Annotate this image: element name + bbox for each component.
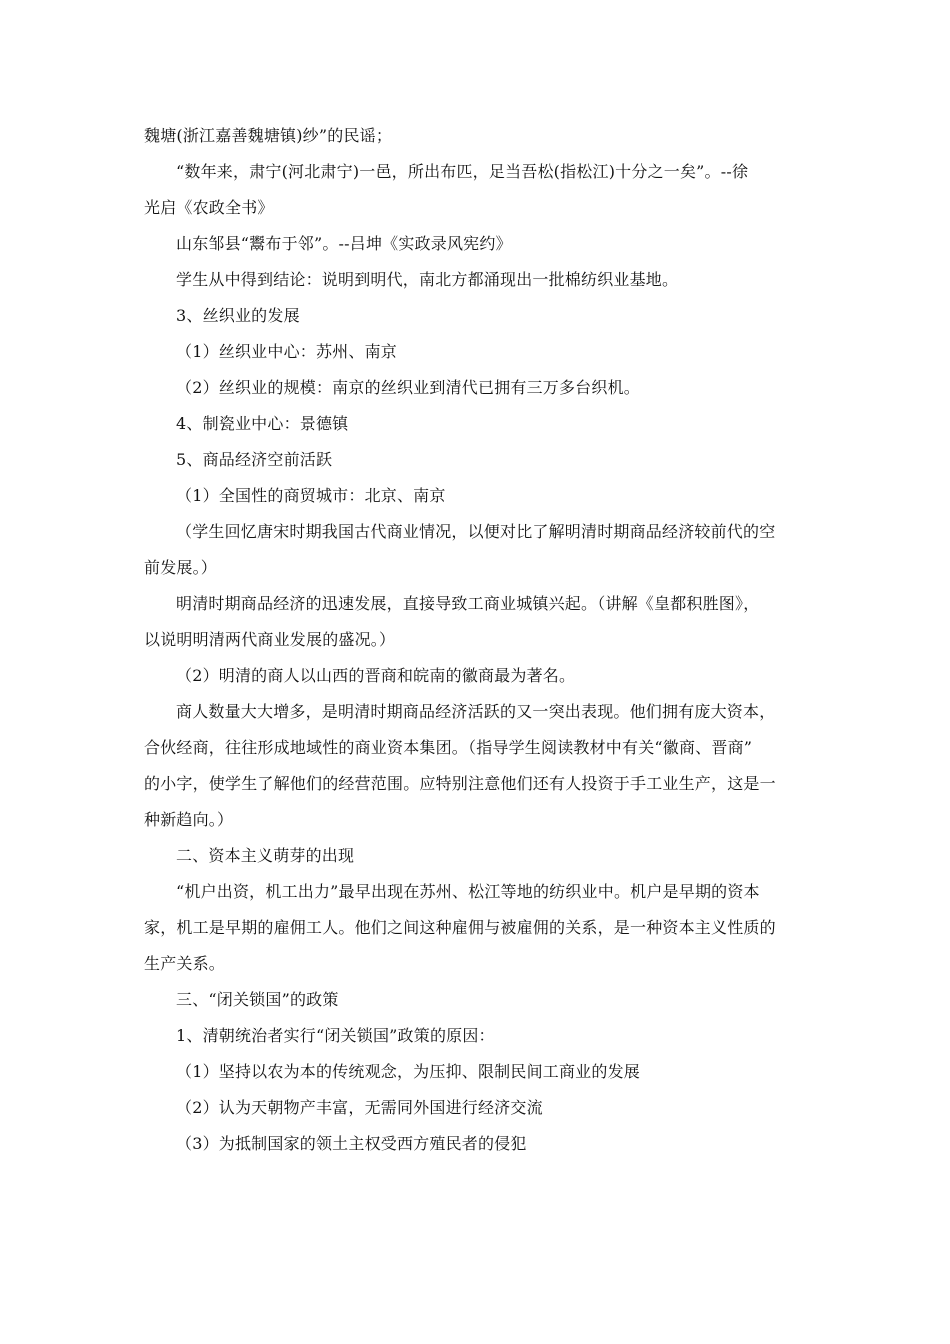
list-item: （1）丝织业中心：苏州、南京 bbox=[176, 342, 397, 361]
text-line: 以说明明清两代商业发展的盛况。） bbox=[144, 630, 396, 649]
list-item: （2）丝织业的规模：南京的丝织业到清代已拥有三万多台织机。 bbox=[176, 378, 640, 397]
text-line: 山东邹县“鬻布于邻”。--吕坤《实政录风宪约》 bbox=[176, 234, 512, 253]
text-line: 家，机工是早期的雇佣工人。他们之间这种雇佣与被雇佣的关系，是一种资本主义性质的 bbox=[144, 918, 776, 937]
text-line: 种新趋向。） bbox=[144, 810, 234, 829]
section-heading: 1、清朝统治者实行“闭关锁国”政策的原因： bbox=[176, 1026, 495, 1045]
section-heading: 4、制瓷业中心：景德镇 bbox=[176, 414, 349, 433]
list-item: （1）坚持以农为本的传统观念，为压抑、限制民间工商业的发展 bbox=[176, 1062, 640, 1081]
section-heading: 二、资本主义萌芽的出现 bbox=[176, 846, 355, 865]
list-item: （1）全国性的商贸城市：北京、南京 bbox=[176, 486, 446, 505]
text-line: “机户出资，机工出力”最早出现在苏州、松江等地的纺织业中。机户是早期的资本 bbox=[176, 882, 760, 901]
text-line: 魏塘(浙江嘉善魏塘镇)纱”的民谣； bbox=[144, 126, 393, 145]
text-line: 光启《农政全书》 bbox=[144, 198, 274, 217]
section-heading: 5、商品经济空前活跃 bbox=[176, 450, 333, 469]
list-item: （3）为抵制国家的领土主权受西方殖民者的侵犯 bbox=[176, 1134, 527, 1153]
list-item: （2）明清的商人以山西的晋商和皖南的徽商最为著名。 bbox=[176, 666, 576, 685]
text-line: （学生回忆唐宋时期我国古代商业情况，以便对比了解明清时期商品经济较前代的空 bbox=[176, 522, 776, 541]
section-heading: 三、“闭关锁国”的政策 bbox=[176, 990, 339, 1009]
text-line: 生产关系。 bbox=[144, 954, 226, 973]
document-body bbox=[144, 118, 808, 1162]
text-line: 的小字，使学生了解他们的经营范围。应特别注意他们还有人投资于手工业生产，这是一 bbox=[144, 774, 776, 793]
list-item: （2）认为天朝物产丰富，无需同外国进行经济交流 bbox=[176, 1098, 543, 1117]
text-line: 合伙经商，往往形成地域性的商业资本集团。（指导学生阅读教材中有关“徽商、晋商” bbox=[144, 738, 753, 757]
text-line: 学生从中得到结论：说明到明代，南北方都涌现出一批棉纺织业基地。 bbox=[176, 270, 679, 289]
text-line: 明清时期商品经济的迅速发展，直接导致工商业城镇兴起。（讲解《皇都积胜图》， bbox=[176, 594, 760, 613]
text-line: “数年来，肃宁(河北肃宁)一邑，所出布匹，足当吾松(指松江)十分之一矣”。--徐 bbox=[176, 162, 749, 181]
text-line: 前发展。） bbox=[144, 558, 218, 577]
section-heading: 3、丝织业的发展 bbox=[176, 306, 300, 325]
text-line: 商人数量大大增多，是明清时期商品经济活跃的又一突出表现。他们拥有庞大资本， bbox=[176, 702, 776, 721]
